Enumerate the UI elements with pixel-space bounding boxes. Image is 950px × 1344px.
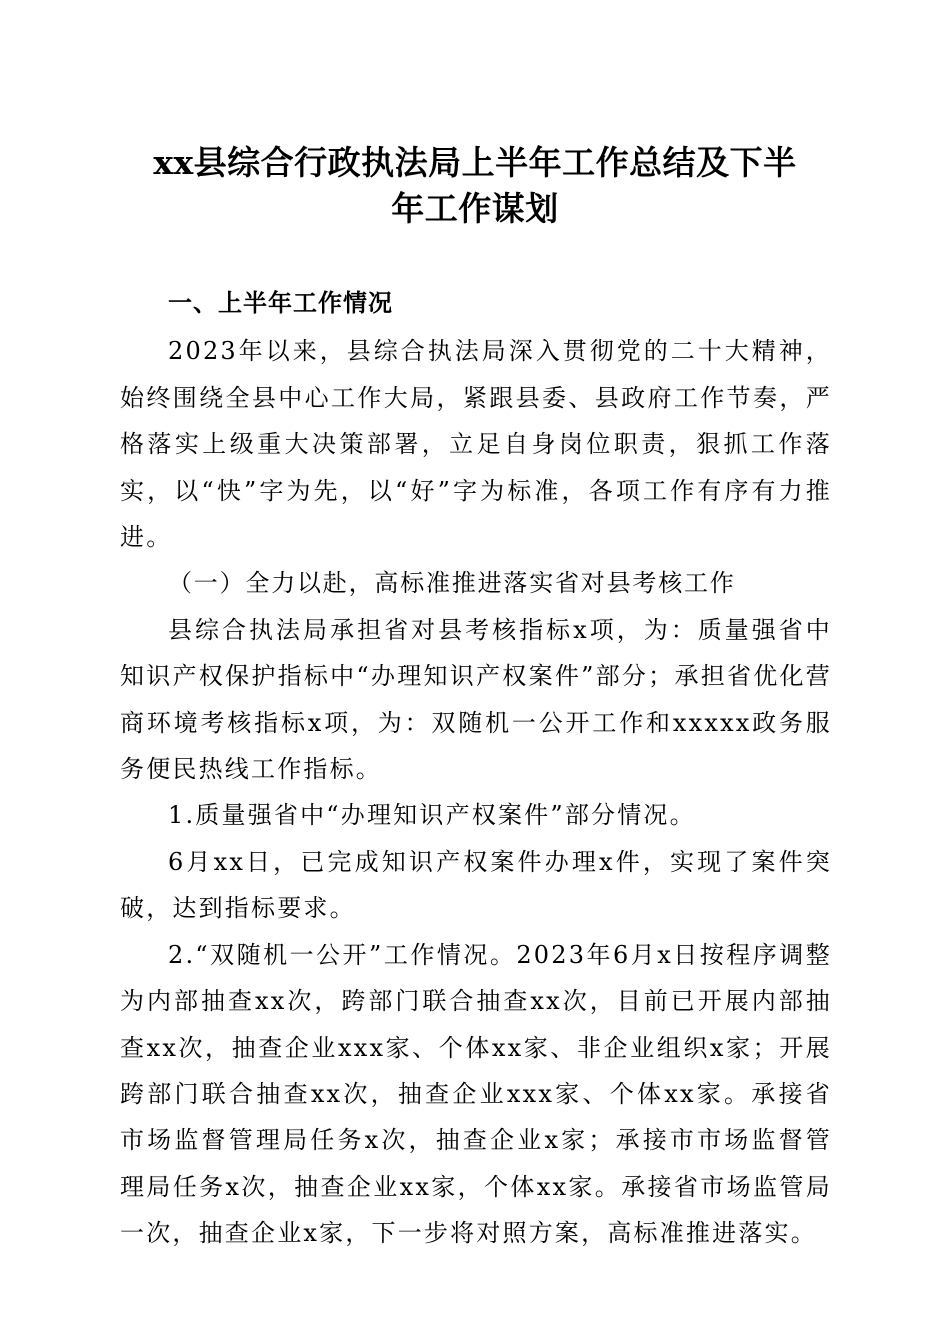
document-body (120, 280, 832, 1257)
section-intro-paragraph: 2023年以来，县综合执法局深入贯彻党的二十大精神，始终围绕全县中心工作大局，紧跟县委、县政府工作节奏，严格落实上级重大决策部署，立足自身岗位职责，狠抓工作落实，以“快”字为先，以“好”字为标准，各项工作有序有力推进。 (120, 337, 832, 552)
title-line-1: xx县综合行政执法局上半年工作总结及下半 (153, 143, 797, 182)
subsection-heading: （一）全力以赴，高标准推进落实省对县考核工作 (168, 569, 736, 598)
item-paragraph: 6月xx日，已完成知识产权案件办理x件，实现了案件突破，达到指标要求。 (120, 847, 832, 923)
subsection-paragraph: 县综合执法局承担省对县考核指标x项，为：质量强省中知识产权保护指标中“办理知识产权案件”部分；承担省优化营商环境考核指标x项，为：双随机一公开工作和xxxxx政务服务便民热线工作指标。 (120, 615, 832, 784)
section-heading: 一、上半年工作情况 (168, 289, 393, 317)
item-heading: 1.质量强省中“办理知识产权案件”部分情况。 (168, 801, 696, 830)
item-paragraph: 2.“双随机一公开”工作情况。2023年6月x日按程序调整为内部抽查xx次，跨部门联合抽查xx次，目前已开展内部抽查xx次，抽查企业xxx家、个体xx家、非企业组织x家；开展跨部门联合抽查xx次，抽查企业xxx家、个体xx家。承接省市场监督管理局任务x次，抽查企业x家；承接市市场监督管理局任务x次，抽查企业xx家，个体xx家。承接省市场监管局一次，抽查企业x家，下一步将对照方案，高标准推进落实。 (120, 940, 832, 1248)
document-title (120, 140, 830, 232)
title-line-2: 年工作谋划 (391, 189, 559, 228)
